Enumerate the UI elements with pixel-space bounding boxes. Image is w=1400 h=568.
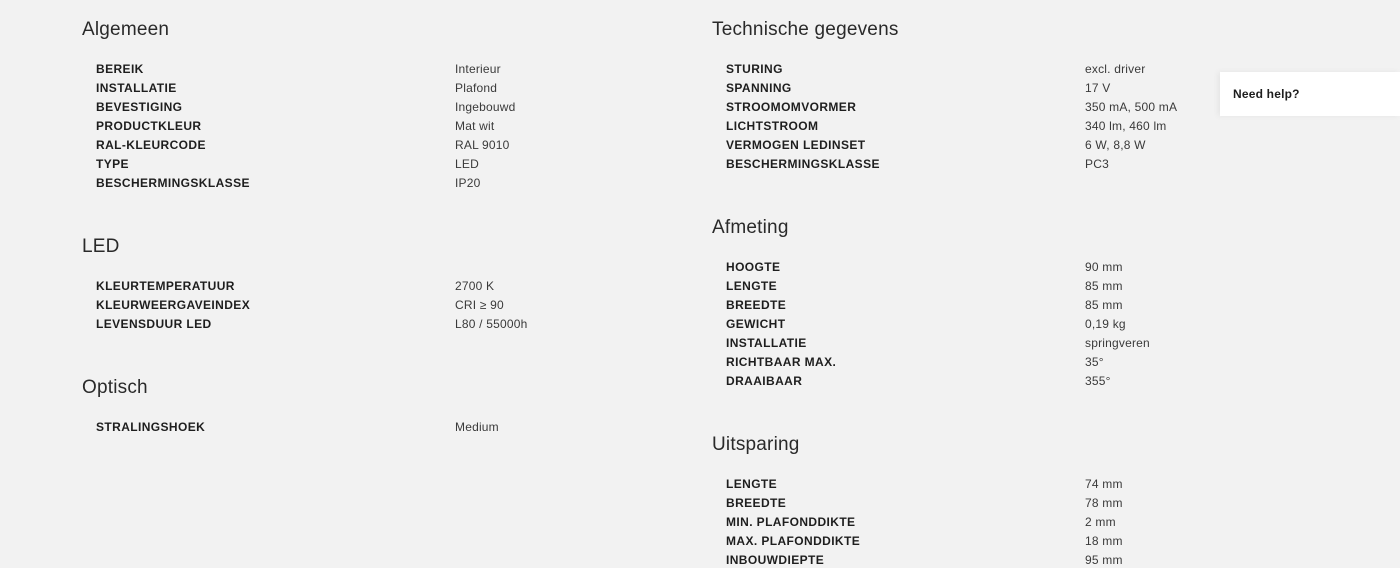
spec-key: LEVENSDUUR LED bbox=[96, 317, 212, 331]
section-title-algemeen: Algemeen bbox=[82, 19, 170, 40]
spec-row bbox=[726, 296, 1272, 315]
section-title-afmeting: Afmeting bbox=[712, 217, 789, 238]
spec-row bbox=[96, 296, 642, 315]
spec-key: TYPE bbox=[96, 157, 129, 171]
need-help-label: Need help? bbox=[1233, 87, 1300, 101]
spec-value: springveren bbox=[1085, 336, 1150, 350]
spec-row bbox=[96, 155, 642, 174]
spec-key: GEWICHT bbox=[726, 317, 786, 331]
spec-key: HOOGTE bbox=[726, 260, 781, 274]
spec-key: BREEDTE bbox=[726, 496, 787, 510]
spec-row bbox=[726, 60, 1272, 79]
spec-value: 35° bbox=[1085, 355, 1104, 369]
spec-value: 340 lm, 460 lm bbox=[1085, 119, 1167, 133]
spec-row bbox=[726, 475, 1272, 494]
spec-row bbox=[96, 136, 642, 155]
spec-value: 90 mm bbox=[1085, 260, 1123, 274]
spec-key: LENGTE bbox=[726, 477, 778, 491]
need-help-button[interactable] bbox=[1220, 72, 1400, 116]
spec-value: excl. driver bbox=[1085, 62, 1146, 76]
spec-key: MAX. PLAFONDDIKTE bbox=[726, 534, 861, 548]
spec-value: Plafond bbox=[455, 81, 498, 95]
spec-row bbox=[726, 353, 1272, 372]
spec-value: 74 mm bbox=[1085, 477, 1123, 491]
spec-value: 2 mm bbox=[1085, 515, 1116, 529]
spec-table-algemeen bbox=[96, 60, 642, 193]
spec-value: 78 mm bbox=[1085, 496, 1123, 510]
spec-table-afmeting bbox=[726, 258, 1272, 391]
spec-row bbox=[726, 117, 1272, 136]
spec-key: SPANNING bbox=[726, 81, 792, 95]
spec-value: Medium bbox=[455, 420, 499, 434]
spec-row bbox=[726, 258, 1272, 277]
spec-key: STURING bbox=[726, 62, 783, 76]
spec-table-optisch bbox=[96, 418, 642, 437]
section-title-optisch: Optisch bbox=[82, 377, 148, 398]
spec-key: BREEDTE bbox=[726, 298, 787, 312]
section-title-led: LED bbox=[82, 236, 120, 257]
spec-value: CRI ≥ 90 bbox=[455, 298, 504, 312]
spec-row bbox=[726, 155, 1272, 174]
spec-table-technisch bbox=[726, 60, 1272, 174]
section-optisch bbox=[82, 376, 642, 434]
spec-key: KLEURWEERGAVEINDEX bbox=[96, 298, 251, 312]
spec-key: INBOUWDIEPTE bbox=[726, 553, 825, 567]
spec-value: 85 mm bbox=[1085, 298, 1123, 312]
section-afmeting bbox=[712, 216, 1272, 388]
spec-row bbox=[726, 551, 1272, 568]
spec-row bbox=[726, 136, 1272, 155]
spec-table-uitsparing bbox=[726, 475, 1272, 568]
spec-key: INSTALLATIE bbox=[726, 336, 807, 350]
spec-row bbox=[96, 117, 642, 136]
spec-row bbox=[96, 315, 642, 334]
spec-row bbox=[726, 98, 1272, 117]
spec-value: 355° bbox=[1085, 374, 1111, 388]
section-algemeen bbox=[82, 18, 642, 190]
spec-value: 17 V bbox=[1085, 81, 1111, 95]
section-led bbox=[82, 235, 642, 331]
spec-row bbox=[96, 174, 642, 193]
spec-value: L80 / 55000h bbox=[455, 317, 528, 331]
spec-value: 2700 K bbox=[455, 279, 495, 293]
spec-value: IP20 bbox=[455, 176, 481, 190]
spec-key: RAL-KLEURCODE bbox=[96, 138, 206, 152]
spec-value: 6 W, 8,8 W bbox=[1085, 138, 1146, 152]
spec-row bbox=[96, 277, 642, 296]
spec-value: 18 mm bbox=[1085, 534, 1123, 548]
spec-row bbox=[96, 98, 642, 117]
spec-row bbox=[726, 372, 1272, 391]
spec-key: INSTALLATIE bbox=[96, 81, 177, 95]
spec-value: 0,19 kg bbox=[1085, 317, 1126, 331]
spec-key: LICHTSTROOM bbox=[726, 119, 819, 133]
spec-key: PRODUCTKLEUR bbox=[96, 119, 202, 133]
spec-key: DRAAIBAAR bbox=[726, 374, 803, 388]
spec-key: STROOMOMVORMER bbox=[726, 100, 857, 114]
spec-value: RAL 9010 bbox=[455, 138, 510, 152]
spec-key: KLEURTEMPERATUUR bbox=[96, 279, 235, 293]
spec-key: RICHTBAAR MAX. bbox=[726, 355, 837, 369]
spec-row bbox=[726, 494, 1272, 513]
spec-row bbox=[726, 513, 1272, 532]
spec-row bbox=[726, 532, 1272, 551]
section-title-uitsparing: Uitsparing bbox=[712, 434, 800, 455]
spec-row bbox=[726, 79, 1272, 98]
spec-value: 350 mA, 500 mA bbox=[1085, 100, 1178, 114]
spec-value: 85 mm bbox=[1085, 279, 1123, 293]
spec-row bbox=[96, 60, 642, 79]
spec-value: Interieur bbox=[455, 62, 501, 76]
spec-key: BEREIK bbox=[96, 62, 144, 76]
spec-value: 95 mm bbox=[1085, 553, 1123, 567]
spec-key: MIN. PLAFONDDIKTE bbox=[726, 515, 856, 529]
spec-key: BESCHERMINGSKLASSE bbox=[96, 176, 250, 190]
spec-value: Ingebouwd bbox=[455, 100, 516, 114]
section-title-technisch: Technische gegevens bbox=[712, 19, 899, 40]
spec-table-led bbox=[96, 277, 642, 334]
spec-key: STRALINGSHOEK bbox=[96, 420, 206, 434]
section-uitsparing bbox=[712, 433, 1272, 567]
spec-key: BEVESTIGING bbox=[96, 100, 183, 114]
spec-key: VERMOGEN LEDINSET bbox=[726, 138, 866, 152]
spec-key: BESCHERMINGSKLASSE bbox=[726, 157, 880, 171]
spec-row bbox=[96, 79, 642, 98]
spec-row bbox=[96, 418, 642, 437]
spec-value: LED bbox=[455, 157, 479, 171]
spec-value: PC3 bbox=[1085, 157, 1109, 171]
spec-key: LENGTE bbox=[726, 279, 778, 293]
spec-row bbox=[726, 334, 1272, 353]
spec-row bbox=[726, 315, 1272, 334]
spec-row bbox=[726, 277, 1272, 296]
spec-value: Mat wit bbox=[455, 119, 495, 133]
